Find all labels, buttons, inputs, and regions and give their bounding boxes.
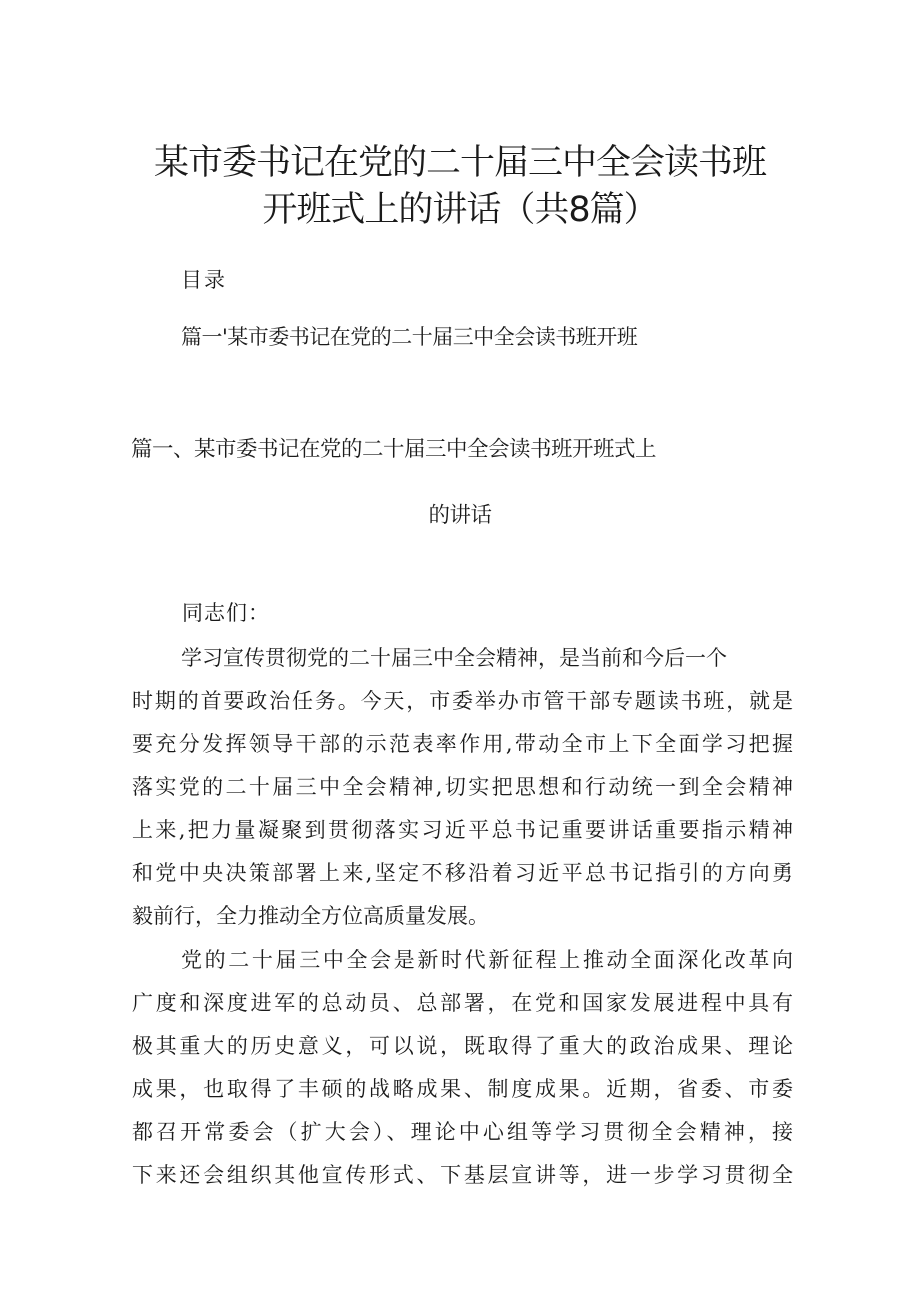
toc-heading: 目录 (181, 268, 227, 292)
body-line: 都召开常委会（扩大会）、理论中心组等学习贯彻全会精神，接 (132, 1120, 793, 1144)
toc-entry[interactable]: 篇一'某市委书记在党的二十届三中全会读书班开班 (181, 325, 638, 349)
body-line: 党的二十届三中全会是新时代新征程上推动全面深化改革向 (181, 948, 793, 972)
body-line: 上来,把力量凝聚到贯彻落实习近平总书记重要讲话重要指示精神 (132, 818, 793, 842)
section-title-line-1: 篇一、某市委书记在党的二十届三中全会读书班开班式上 (131, 437, 657, 462)
body-line: 学习宣传贯彻党的二十届三中全会精神，是当前和今后一个 (181, 646, 727, 670)
body-line: 毅前行，全力推动全方位高质量发展。 (132, 904, 489, 928)
document-title-line-1: 某市委书记在党的二十届三中全会读书班 (153, 143, 766, 183)
body-line: 时期的首要政治任务。今天，市委举办市管干部专题读书班，就是 (132, 689, 793, 713)
salutation: 同志们： (182, 601, 270, 625)
body-line: 要充分发挥领导干部的示范表率作用,带动全市上下全面学习把握 (132, 732, 793, 756)
body-line: 极其重大的历史意义，可以说，既取得了重大的政治成果、理论 (132, 1034, 793, 1058)
body-line: 和党中央决策部署上来,坚定不移沿着习近平总书记指引的方向勇 (132, 861, 793, 885)
body-line: 下来还会组织其他宣传形式、下基层宣讲等，进一步学习贯彻全 (132, 1163, 793, 1187)
body-line: 广度和深度进军的总动员、总部署，在党和国家发展进程中具有 (132, 991, 793, 1015)
body-line: 落实党的二十届三中全会精神,切实把思想和行动统一到全会精神 (132, 775, 793, 799)
document-title-line-2: 开班式上的讲话（共8篇） (262, 190, 658, 230)
body-line: 成果，也取得了丰硕的战略成果、制度成果。近期，省委、市委 (132, 1077, 793, 1101)
section-title-line-2: 的讲话 (428, 503, 492, 528)
